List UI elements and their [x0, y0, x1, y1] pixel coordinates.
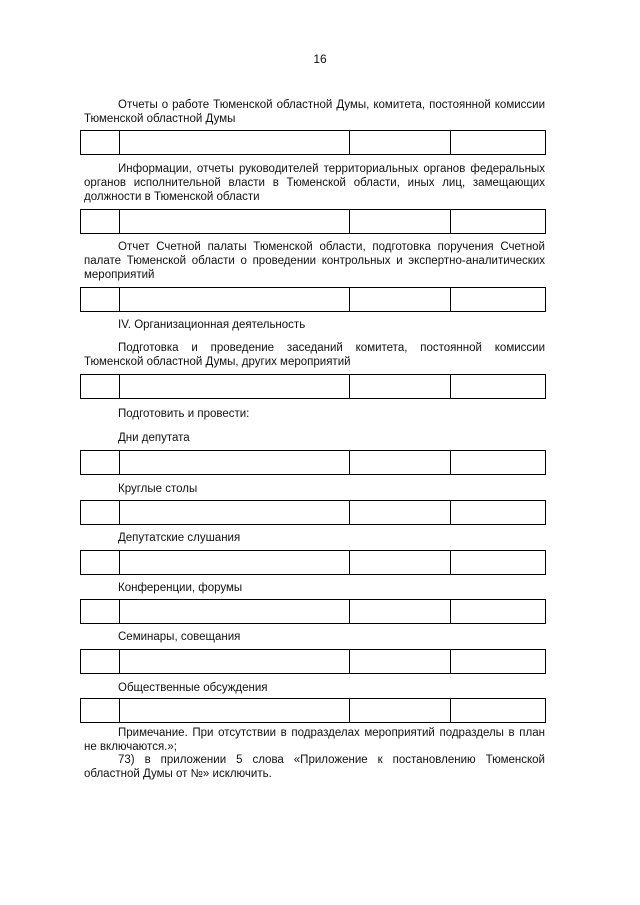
section-heading: IV. Организационная деятельность — [118, 319, 306, 331]
table-row — [80, 698, 546, 723]
subheading-public-discussions: Общественные обсуждения — [118, 682, 268, 694]
note-paragraph — [84, 726, 545, 754]
subheading-days: Дни депутата — [118, 432, 190, 444]
paragraph-meetings — [84, 341, 545, 369]
subheading-seminars: Семинары, совещания — [118, 631, 241, 643]
table-row — [80, 209, 546, 234]
paragraph-reports-duma — [84, 98, 545, 126]
table-row — [80, 287, 546, 312]
paragraph-text: Отчет Счетной палаты Тюменской области, подготовка поручения Счетной палате Тюменской области о проведении контрольных и экспертно-аналитических мероприятий — [84, 241, 545, 281]
prepare-label: Подготовить и провести: — [118, 408, 250, 420]
subheading-round-tables: Круглые столы — [118, 483, 198, 495]
paragraph-text: 73) в приложении 5 слова «Приложение к постановлению Тюменской областной Думы от №» исключить. — [84, 754, 545, 780]
table-row — [80, 450, 546, 475]
table-row — [80, 130, 546, 155]
paragraph-text: Информации, отчеты руководителей территориальных органов федеральных органов исполнительной власти в Тюменской области, иных лиц, замещающих должности в Тюменской области — [84, 163, 545, 203]
subheading-conferences: Конференции, форумы — [118, 582, 243, 594]
item-73-paragraph — [84, 753, 545, 781]
table-row — [80, 599, 546, 624]
paragraph-text: Подготовка и проведение заседаний комитета, постоянной комиссии Тюменской областной Думы, других мероприятий — [84, 342, 545, 368]
table-row — [80, 550, 546, 575]
table-row — [80, 500, 546, 525]
subheading-hearings: Депутатские слушания — [118, 532, 241, 544]
table-row — [80, 649, 546, 674]
paragraph-text: Отчеты о работе Тюменской областной Думы, комитета, постоянной комиссии Тюменской областной Думы — [84, 99, 545, 125]
paragraph-accounts-chamber — [84, 240, 545, 282]
paragraph-information-reports — [84, 162, 545, 204]
table-row — [80, 374, 546, 399]
paragraph-text: Примечание. При отсутствии в подразделах мероприятий подразделы в план не включаются.»; — [84, 727, 545, 753]
page-number: 16 — [313, 52, 327, 66]
